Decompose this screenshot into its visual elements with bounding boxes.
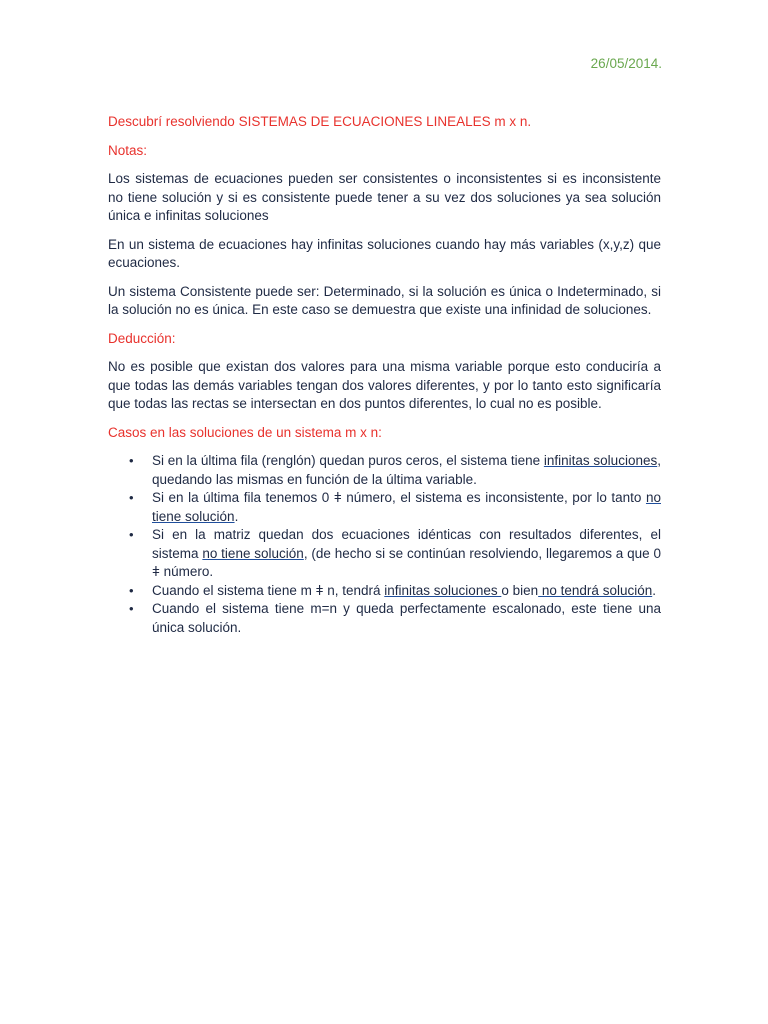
cases-list xyxy=(108,452,661,637)
document-date: 26/05/2014. xyxy=(590,56,662,71)
notes-paragraph: En un sistema de ecuaciones hay infinitas soluciones cuando hay más variables (x,y,z) que ecuaciones. xyxy=(108,236,661,270)
case-text: , (de hecho si se continúan resolviendo, llegaremos a que 0 ǂ número. xyxy=(152,545,661,579)
case-text: , quedando las mismas en función de la última variable. xyxy=(152,453,661,487)
list-item xyxy=(108,489,661,526)
deduction-paragraph: No es posible que existan dos valores para una misma variable porque esto conduciría a que todas las demás variables tengan dos valores diferentes, y por lo tanto esto significaría que todas las rectas se intersectan en dos puntos diferentes, lo cual no es posible. xyxy=(108,359,661,411)
case-text: Si en la matriz quedan dos ecuaciones idénticas con resultados diferentes, el sistema xyxy=(152,527,661,561)
notes-paragraph: Un sistema Consistente puede ser: Determinado, si la solución es única o Indeterminado, si la solución no es única. En este caso se demuestra que existe una infinidad de soluciones. xyxy=(108,283,661,317)
document-title: Descubrí resolviendo SISTEMAS DE ECUACIONES LINEALES m x n. xyxy=(108,114,532,129)
case-text: Si en la última fila tenemos 0 ǂ número, el sistema es inconsistente, por lo tanto xyxy=(152,490,646,505)
bullet-icon: • xyxy=(129,582,134,598)
underlined-phrase: infinitas soluciones xyxy=(384,582,502,598)
cases-heading: Casos en las soluciones de un sistema m x n: xyxy=(108,424,382,440)
list-item xyxy=(108,600,661,637)
bullet-icon: • xyxy=(129,490,134,505)
bullet-icon: • xyxy=(129,453,134,468)
case-text: o bien xyxy=(501,582,539,598)
underlined-phrase: no tiene solución xyxy=(152,490,661,524)
case-text: . xyxy=(234,508,239,524)
case-text: Cuando el sistema tiene m ǂ n, tendrá xyxy=(152,582,385,598)
underlined-phrase: no tendrá solución xyxy=(538,582,653,598)
list-item xyxy=(108,526,661,582)
deduction-heading: Deducción: xyxy=(108,330,176,346)
document-content xyxy=(108,113,661,637)
case-text: . xyxy=(652,582,656,598)
bullet-icon: • xyxy=(129,527,134,542)
bullet-icon: • xyxy=(129,601,134,616)
list-item xyxy=(108,582,661,601)
notes-paragraph: Los sistemas de ecuaciones pueden ser consistentes o inconsistentes si es inconsistente no tiene solución y si es consistente puede tener a su vez dos soluciones ya sea solución única e infinitas soluciones xyxy=(108,171,661,223)
notes-heading: Notas: xyxy=(108,142,148,158)
case-text: Si en la última fila (renglón) quedan puros ceros, el sistema tiene xyxy=(152,453,544,468)
case-text: Cuando el sistema tiene m=n y queda perfectamente escalonado, este tiene una única solución. xyxy=(152,601,661,635)
underlined-phrase: infinitas soluciones xyxy=(543,453,658,468)
underlined-phrase: no tiene solución xyxy=(202,545,304,561)
list-item xyxy=(108,452,661,489)
